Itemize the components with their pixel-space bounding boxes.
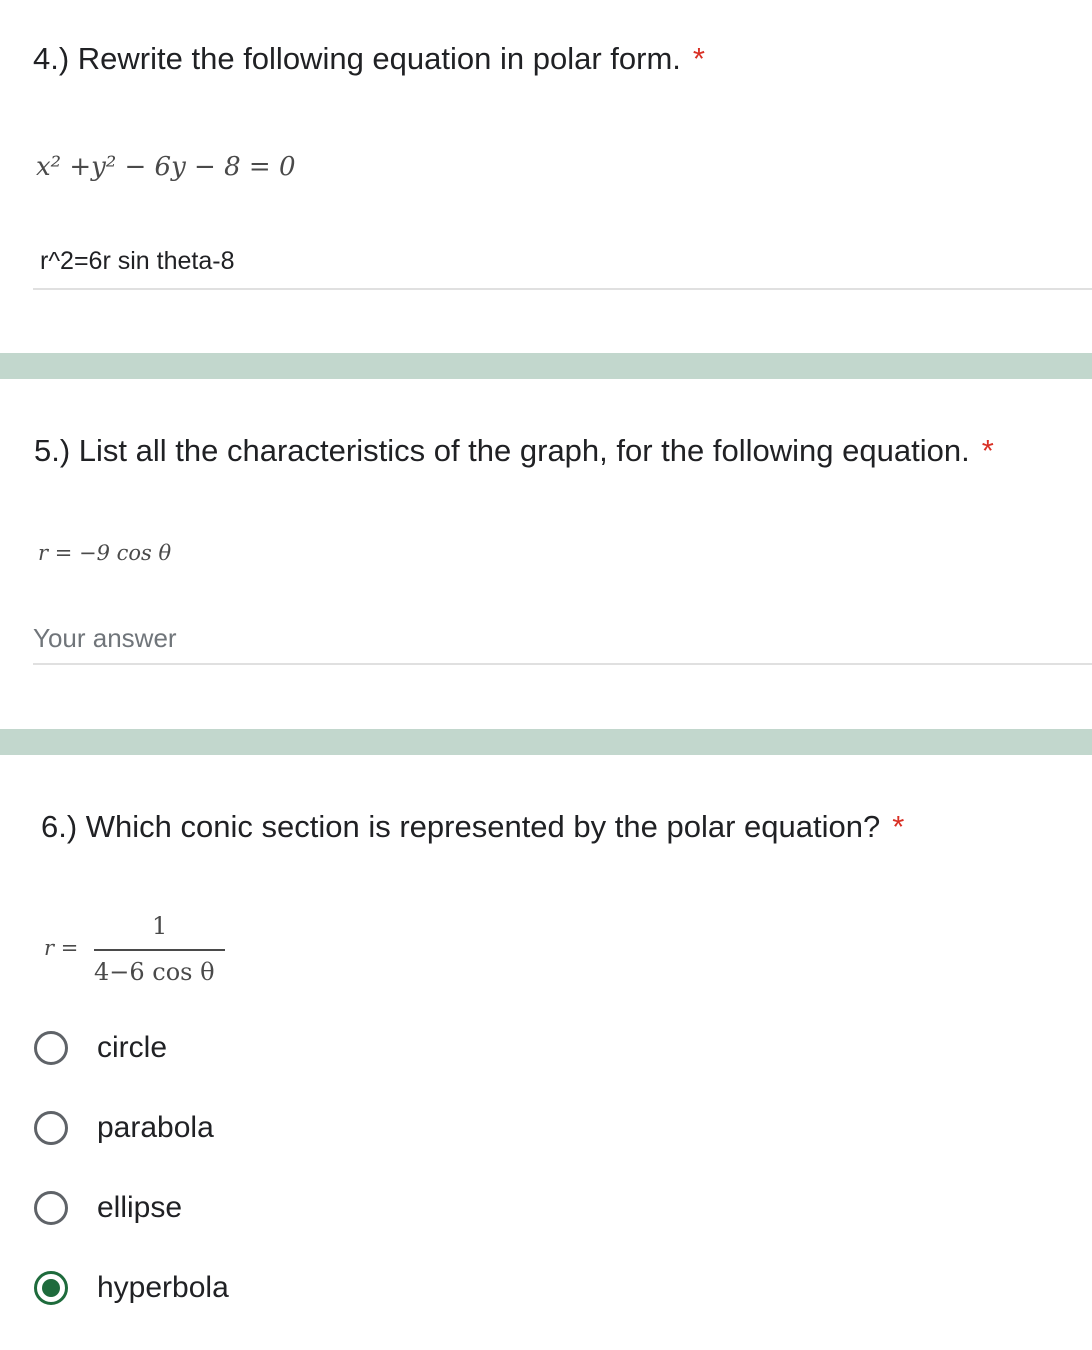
question-6-equation-image (44, 912, 244, 992)
question-5-text: 5.) List all the characteristics of the graph, for the following equation. (34, 433, 970, 468)
question-4-answer-underline (33, 288, 1092, 290)
question-5-equation-image: r = −9 cos θ (38, 541, 172, 565)
option-ellipse[interactable] (34, 1188, 182, 1228)
question-5-answer-input[interactable]: Your answer (33, 623, 177, 653)
required-asterisk: * (892, 809, 905, 844)
radio-button[interactable] (34, 1111, 68, 1145)
option-label: hyperbola (97, 1271, 229, 1304)
required-asterisk: * (981, 433, 994, 468)
equation-numerator: 1 (152, 912, 168, 940)
radio-button-selected[interactable] (34, 1271, 68, 1305)
question-4-text: 4.) Rewrite the following equation in polar form. (33, 41, 681, 76)
question-4-title (33, 41, 705, 77)
equation-denominator: 4−6 cos θ (94, 958, 215, 986)
question-4-equation-image: x² +y² − 6y − 8 = 0 (36, 152, 296, 182)
question-5-title (34, 433, 994, 469)
option-label: parabola (97, 1111, 214, 1144)
question-5-answer-underline (33, 663, 1092, 665)
section-divider (0, 353, 1092, 379)
required-asterisk: * (692, 41, 705, 76)
option-parabola[interactable] (34, 1108, 214, 1148)
question-4-answer-input[interactable]: r^2=6r sin theta-8 (40, 247, 235, 275)
radio-button[interactable] (34, 1031, 68, 1065)
option-hyperbola[interactable] (34, 1268, 229, 1308)
fraction-bar (94, 949, 225, 951)
question-6-title (41, 809, 904, 845)
option-circle[interactable] (34, 1028, 167, 1068)
radio-button[interactable] (34, 1191, 68, 1225)
question-6-text: 6.) Which conic section is represented by the polar equation? (41, 809, 881, 844)
option-label: circle (97, 1031, 168, 1064)
section-divider (0, 729, 1092, 755)
equation-lhs: r = (44, 936, 79, 960)
option-label: ellipse (97, 1191, 183, 1224)
